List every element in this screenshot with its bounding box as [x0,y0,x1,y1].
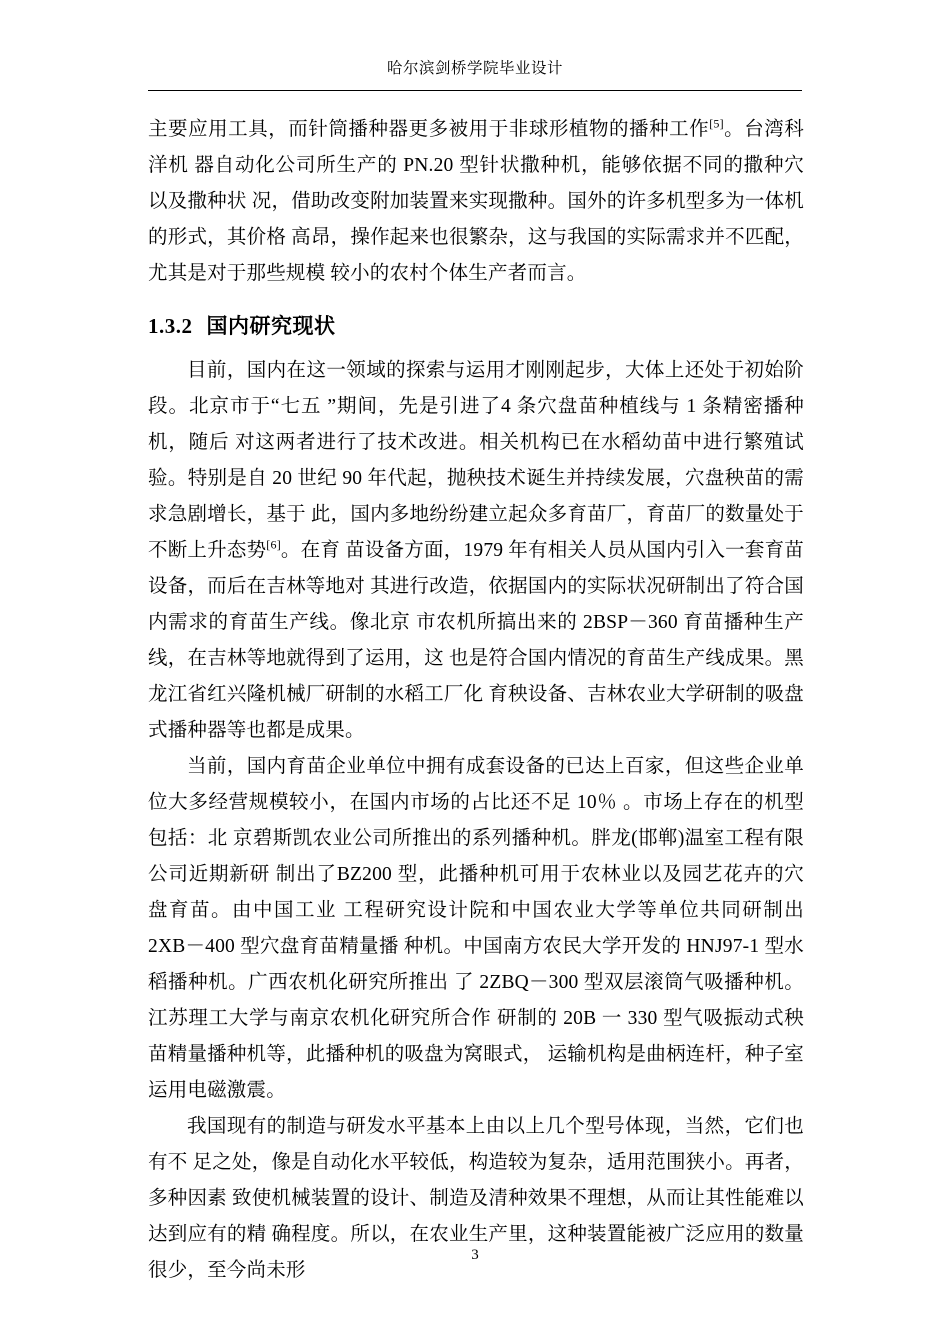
section-title: 国内研究现状 [206,315,336,338]
paragraph-1-text-b: 。台湾科洋机 器自动化公司所生产的 PN.20 型针状撒种机，能够依据不同的撒种穴以及撒种状 况，借助改变附加装置来实现撒种。国外的许多机型多为一体机的形式，其价格 高昂，操作起来也很繁杂，这与我国的实际需求并不匹配，尤其是对于那些规模 较小的农村个体生产者而言。 [148,119,804,284]
section-number: 1.3.2 [148,314,193,338]
paragraph-1-text-a: 主要应用工具，而针筒播种器更多被用于非球形植物的播种工作 [148,119,710,140]
paragraph-2-text-a: 目前，国内在这一领域的探索与运用才刚刚起步，大体上还处于初始阶段。北京市于“七五 ”期间，先是引进了4 条穴盘苗种植线与 1 条精密播种机，随后 对这两者进行了技术改进。相关机构已在水稻幼苗中进行繁殖试验。特别是自 20 世纪 90 年代起，抛秧技术诞生并持续发展，穴盘秧苗的需求急剧增长，基于 此，国内多地纷纷建立起众多育苗厂，育苗厂的数量处于不断上升态势 [148,360,804,561]
paragraph-3: 当前，国内育苗企业单位中拥有成套设备的已达上百家，但这些企业单位大多经营规模较小，在国内市场的占比还不足 10％ 。市场上存在的机型包括：北 京碧斯凯农业公司所推出的系列播种机。胖龙(邯郸)温室工程有限公司近期新研 制出了BZ200 型，此播种机可用于农林业以及园艺花卉的穴盘育苗。由中国工业 工程研究设计院和中国农业大学等单位共同研制出 2XB－400 型穴盘育苗精量播 种机。中国南方农民大学开发的 HNJ97-1 型水稻播种机。广西农机化研究所推出 了 2ZBQ－300 型双层滚筒气吸播种机。江苏理工大学与南京农机化研究所合作 研制的 20B 一 330 型气吸振动式秧苗精量播种机等，此播种机的吸盘为窝眼式， 运输机构是曲柄连杆，种子室运用电磁激震。 [148,756,804,1101]
footnote-ref-6: [6] [266,537,281,552]
section-heading [148,304,804,349]
header-divider [148,90,802,91]
paragraph-1 [148,112,804,292]
page-content [148,112,804,1289]
paragraph-2 [148,353,804,749]
page-number: 3 [471,1247,479,1263]
page-header: 哈尔滨剑桥学院毕业设计 [386,60,563,77]
paragraph-2-text-b: 。在育 苗设备方面，1979 年有相关人员从国内引入一套育苗设备，而后在吉林等地对 其进行改造，依据国内的实际状况研制出了符合国内需求的育苗生产线。像北京 市农机所搞出来的 2BSP－360 育苗播种生产线，在吉林等地就得到了运用，这 也是符合国内情况的育苗生产线成果。黑龙江省红兴隆机械厂研制的水稻工厂化 育秧设备、吉林农业大学研制的吸盘式播种器等也都是成果。 [148,540,804,741]
footnote-ref-5: [5] [709,116,724,131]
paragraph-4: 我国现有的制造与研发水平基本上由以上几个型号体现，当然，它们也有不 足之处，像是自动化水平较低，构造较为复杂，适用范围狭小。再者，多种因素 致使机械装置的设计、制造及清种效果不理想，从而让其性能难以达到应有的精 确程度。所以，在农业生产里，这种装置能被广泛应用的数量很少，至今尚未形 [148,1116,804,1281]
